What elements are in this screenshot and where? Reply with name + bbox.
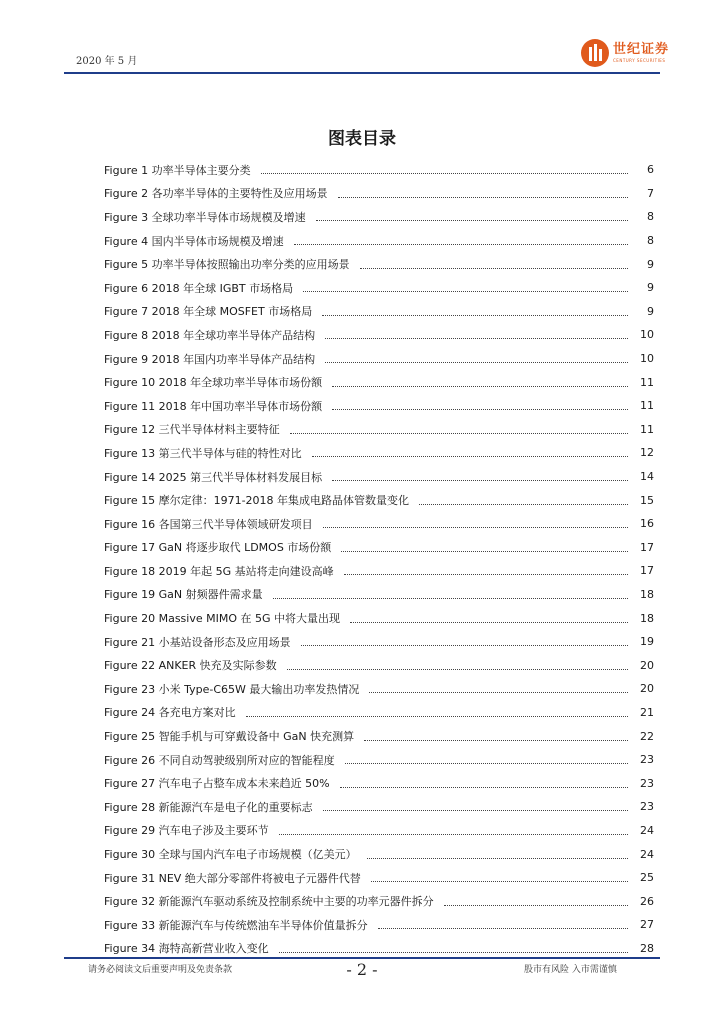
toc-page-number: 11	[640, 375, 654, 389]
toc-figure-label: Figure 4	[104, 234, 149, 248]
toc-entry[interactable]	[104, 630, 656, 654]
toc-figure-label: Figure 3	[104, 210, 149, 224]
toc-figure-caption: 小基站设备形态及应用场景	[158, 635, 291, 649]
footer-divider	[64, 957, 660, 959]
toc-figure-label: Figure 2	[104, 187, 149, 201]
toc-page-number: 22	[640, 729, 654, 743]
toc-leader-dots	[332, 386, 628, 387]
toc-figure-caption: 国内半导体市场规模及增速	[151, 234, 284, 248]
toc-entry[interactable]	[104, 559, 656, 583]
toc-page-number: 27	[640, 918, 654, 932]
toc-page-number: 15	[640, 493, 654, 507]
toc-figure-label: Figure 19	[104, 588, 156, 602]
toc-figure-label: Figure 5	[104, 258, 149, 272]
toc-figure-caption: 全球与国内汽车电子市场规模（亿美元）	[158, 848, 357, 862]
toc-leader-dots	[279, 834, 628, 835]
figure-index	[104, 158, 656, 960]
toc-figure-label: Figure 29	[104, 824, 156, 838]
toc-entry-title	[104, 539, 335, 555]
toc-entry-title	[104, 586, 267, 602]
toc-leader-dots	[294, 244, 628, 245]
toc-page-number: 21	[640, 705, 654, 719]
toc-entry[interactable]	[104, 724, 656, 748]
toc-page-number: 9	[647, 304, 654, 318]
toc-figure-label: Figure 18	[104, 564, 156, 578]
toc-page-number: 11	[640, 422, 654, 436]
toc-entry[interactable]	[104, 418, 656, 442]
toc-leader-dots	[332, 409, 628, 410]
toc-entry-title	[104, 563, 338, 579]
toc-figure-label: Figure 34	[104, 942, 156, 956]
toc-leader-dots	[246, 716, 628, 717]
toc-leader-dots	[444, 905, 628, 906]
toc-figure-label: Figure 16	[104, 517, 156, 531]
toc-page-number: 23	[640, 776, 654, 790]
toc-page-number: 28	[640, 941, 654, 955]
toc-figure-caption: GaN 将逐步取代 LDMOS 市场份额	[158, 541, 332, 555]
toc-leader-dots	[312, 456, 628, 457]
toc-leader-dots	[344, 574, 628, 575]
toc-entry-title	[104, 940, 273, 956]
toc-leader-dots	[325, 338, 628, 339]
header-divider	[64, 72, 660, 74]
toc-entry[interactable]	[104, 677, 656, 701]
toc-entry[interactable]	[104, 252, 656, 276]
toc-figure-caption: 新能源汽车与传统燃油车半导体价值量拆分	[158, 918, 368, 932]
toc-figure-caption: Massive MIMO 在 5G 中将大量出现	[158, 612, 341, 626]
toc-entry[interactable]	[104, 394, 656, 418]
toc-figure-label: Figure 20	[104, 612, 156, 626]
toc-entry[interactable]	[104, 512, 656, 536]
toc-leader-dots	[350, 622, 628, 623]
toc-figure-caption: 智能手机与可穿戴设备中 GaN 快充测算	[158, 730, 355, 744]
toc-entry-title	[104, 893, 438, 909]
toc-figure-caption: 2018 年全球 IGBT 市场格局	[151, 281, 294, 295]
toc-figure-caption: 2018 年中国功率半导体市场份额	[158, 399, 323, 413]
toc-entry[interactable]	[104, 441, 656, 465]
toc-figure-caption: 小米 Type-C65W 最大输出功率发热情况	[158, 682, 360, 696]
toc-figure-caption: 2018 年全球功率半导体市场份额	[158, 376, 323, 390]
toc-leader-dots	[332, 480, 628, 481]
toc-leader-dots	[316, 220, 628, 221]
toc-leader-dots	[338, 197, 628, 198]
toc-figure-label: Figure 1	[104, 163, 149, 177]
toc-entry[interactable]	[104, 158, 656, 182]
toc-entry-title	[104, 233, 288, 249]
toc-entry[interactable]	[104, 606, 656, 630]
toc-entry-title	[104, 185, 332, 201]
toc-leader-dots	[378, 928, 628, 929]
toc-figure-caption: ANKER 快充及实际参数	[158, 659, 277, 673]
toc-entry-title	[104, 280, 297, 296]
toc-entry-title	[104, 728, 358, 744]
toc-figure-label: Figure 8	[104, 328, 149, 342]
toc-page-number: 19	[640, 635, 654, 649]
toc-figure-label: Figure 7	[104, 305, 149, 319]
toc-page-number: 23	[640, 753, 654, 767]
toc-entry-title	[104, 822, 273, 838]
toc-leader-dots	[301, 645, 628, 646]
toc-leader-dots	[261, 173, 628, 174]
toc-figure-label: Figure 23	[104, 682, 156, 696]
footer-risk-warning: 股市有风险 入市需谨慎	[524, 965, 617, 975]
toc-page-number: 26	[640, 894, 654, 908]
toc-figure-label: Figure 22	[104, 659, 156, 673]
toc-leader-dots	[279, 952, 628, 953]
toc-entry[interactable]	[104, 748, 656, 772]
toc-entry[interactable]	[104, 276, 656, 300]
toc-figure-caption: NEV 绝大部分零部件将被电子元器件代替	[158, 871, 361, 885]
toc-figure-caption: GaN 射频器件需求量	[158, 588, 263, 602]
toc-page-number: 25	[640, 871, 654, 885]
toc-page-number: 18	[640, 587, 654, 601]
toc-page-number: 17	[640, 540, 654, 554]
toc-page-number: 24	[640, 847, 654, 861]
toc-entry-title	[104, 704, 240, 720]
toc-figure-caption: 新能源汽车是电子化的重要标志	[158, 800, 313, 814]
toc-figure-caption: 2018 年国内功率半导体产品结构	[151, 352, 316, 366]
toc-leader-dots	[340, 787, 628, 788]
toc-figure-label: Figure 17	[104, 541, 156, 555]
toc-entry[interactable]	[104, 488, 656, 512]
toc-entry-title	[104, 162, 255, 178]
toc-figure-label: Figure 26	[104, 753, 156, 767]
toc-leader-dots	[287, 669, 628, 670]
toc-entry[interactable]	[104, 370, 656, 394]
toc-entry-title	[104, 398, 326, 414]
toc-entry[interactable]	[104, 842, 656, 866]
toc-figure-caption: 不同自动驾驶级别所对应的智能程度	[158, 753, 335, 767]
toc-figure-caption: 第三代半导体与硅的特性对比	[158, 446, 302, 460]
toc-figure-label: Figure 13	[104, 446, 156, 460]
toc-entry-title	[104, 516, 317, 532]
toc-figure-label: Figure 28	[104, 800, 156, 814]
toc-leader-dots	[290, 433, 628, 434]
toc-figure-caption: 2019 年起 5G 基站将走向建设高峰	[158, 564, 334, 578]
toc-entry-title	[104, 469, 326, 485]
toc-figure-label: Figure 6	[104, 281, 149, 295]
toc-entry-title	[104, 657, 281, 673]
toc-figure-caption: 海特高新营业收入变化	[158, 942, 269, 956]
toc-entry[interactable]	[104, 583, 656, 607]
toc-entry[interactable]	[104, 229, 656, 253]
toc-figure-caption: 各功率半导体的主要特性及应用场景	[151, 187, 328, 201]
toc-figure-label: Figure 15	[104, 494, 156, 508]
toc-figure-caption: 2018 年全球 MOSFET 市场格局	[151, 305, 313, 319]
toc-entry[interactable]	[104, 182, 656, 206]
toc-figure-caption: 功率半导体按照输出功率分类的应用场景	[151, 258, 350, 272]
toc-entry-title	[104, 870, 365, 886]
toc-figure-caption: 三代半导体材料主要特征	[158, 423, 280, 437]
toc-page-number: 20	[640, 682, 654, 696]
toc-figure-caption: 摩尔定律：1971-2018 年集成电路晶体管数量变化	[158, 494, 410, 508]
toc-leader-dots	[364, 740, 628, 741]
toc-entry-title	[104, 209, 310, 225]
toc-page-number: 9	[647, 281, 654, 295]
toc-figure-label: Figure 30	[104, 848, 156, 862]
toc-entry[interactable]	[104, 347, 656, 371]
toc-figure-caption: 全球功率半导体市场规模及增速	[151, 210, 306, 224]
toc-entry-title	[104, 256, 354, 272]
toc-page-number: 12	[640, 446, 654, 460]
toc-figure-label: Figure 14	[104, 470, 156, 484]
toc-entry-title	[104, 681, 363, 697]
toc-page-number: 10	[640, 328, 654, 342]
toc-figure-caption: 汽车电子涉及主要环节	[158, 824, 269, 838]
toc-page-number: 6	[647, 163, 654, 177]
toc-figure-label: Figure 24	[104, 706, 156, 720]
toc-entry[interactable]	[104, 889, 656, 913]
toc-figure-caption: 各国第三代半导体领域研发项目	[158, 517, 313, 531]
toc-page-number: 8	[647, 210, 654, 224]
toc-entry-title	[104, 445, 306, 461]
toc-entry-title	[104, 917, 372, 933]
toc-entry[interactable]	[104, 465, 656, 489]
toc-entry-title	[104, 610, 344, 626]
toc-page-number: 20	[640, 658, 654, 672]
toc-figure-label: Figure 25	[104, 730, 156, 744]
report-date: 2020 年 5 月	[76, 56, 138, 67]
logo-icon	[581, 39, 609, 67]
toc-page-number: 9	[647, 257, 654, 271]
toc-entry[interactable]	[104, 701, 656, 725]
toc-entry[interactable]	[104, 653, 656, 677]
toc-figure-caption: 2018 年全球功率半导体产品结构	[151, 328, 316, 342]
toc-page-number: 11	[640, 399, 654, 413]
toc-leader-dots	[323, 527, 628, 528]
toc-leader-dots	[341, 551, 628, 552]
toc-leader-dots	[371, 881, 628, 882]
toc-page-number: 24	[640, 823, 654, 837]
toc-figure-label: Figure 12	[104, 423, 156, 437]
toc-figure-label: Figure 32	[104, 895, 156, 909]
toc-figure-label: Figure 21	[104, 635, 156, 649]
toc-leader-dots	[303, 291, 628, 292]
toc-entry-title	[104, 634, 295, 650]
logo-name: 世纪证券	[613, 42, 670, 57]
toc-entry[interactable]	[104, 866, 656, 890]
company-logo	[581, 38, 669, 68]
toc-figure-caption: 汽车电子占整车成本未来趋近 50%	[158, 777, 330, 791]
toc-leader-dots	[419, 504, 628, 505]
toc-leader-dots	[367, 858, 628, 859]
toc-figure-caption: 新能源汽车驱动系统及控制系统中主要的功率元器件拆分	[158, 895, 434, 909]
toc-leader-dots	[323, 810, 628, 811]
toc-page-number: 7	[647, 186, 654, 200]
toc-entry-title	[104, 775, 334, 791]
toc-figure-caption: 功率半导体主要分类	[151, 163, 251, 177]
toc-entry[interactable]	[104, 795, 656, 819]
toc-entry-title	[104, 327, 319, 343]
toc-leader-dots	[369, 692, 628, 693]
toc-entry[interactable]	[104, 536, 656, 560]
toc-page-number: 8	[647, 234, 654, 248]
toc-figure-label: Figure 9	[104, 352, 149, 366]
toc-entry-title	[104, 752, 339, 768]
toc-figure-label: Figure 10	[104, 376, 156, 390]
toc-entry-title	[104, 492, 413, 508]
toc-page-number: 10	[640, 352, 654, 366]
toc-figure-label: Figure 31	[104, 871, 156, 885]
footer-disclaimer: 请务必阅读文后重要声明及免责条款	[88, 965, 233, 975]
toc-entry[interactable]	[104, 819, 656, 843]
toc-leader-dots	[322, 315, 628, 316]
toc-entry[interactable]	[104, 205, 656, 229]
toc-entry[interactable]	[104, 300, 656, 324]
toc-entry[interactable]	[104, 913, 656, 937]
toc-page-number: 23	[640, 800, 654, 814]
toc-page-number: 16	[640, 517, 654, 531]
toc-figure-label: Figure 33	[104, 918, 156, 932]
toc-page-number: 18	[640, 611, 654, 625]
page-title: 图表目录	[328, 129, 396, 149]
toc-leader-dots	[360, 268, 628, 269]
toc-entry-title	[104, 846, 361, 862]
toc-leader-dots	[273, 598, 628, 599]
toc-page-number: 14	[640, 470, 654, 484]
toc-entry-title	[104, 303, 316, 319]
logo-subtitle: CENTURY SECURITIES	[613, 58, 666, 63]
toc-figure-label: Figure 11	[104, 399, 156, 413]
toc-leader-dots	[345, 763, 628, 764]
toc-leader-dots	[325, 362, 628, 363]
toc-figure-caption: 各充电方案对比	[158, 706, 236, 720]
toc-entry[interactable]	[104, 771, 656, 795]
toc-page-number: 17	[640, 564, 654, 578]
toc-entry-title	[104, 374, 326, 390]
page-number: - 2 -	[346, 960, 378, 979]
toc-figure-caption: 2025 第三代半导体材料发展目标	[158, 470, 323, 484]
toc-entry-title	[104, 799, 317, 815]
toc-figure-label: Figure 27	[104, 777, 156, 791]
toc-entry-title	[104, 351, 319, 367]
toc-entry-title	[104, 421, 284, 437]
toc-entry[interactable]	[104, 323, 656, 347]
